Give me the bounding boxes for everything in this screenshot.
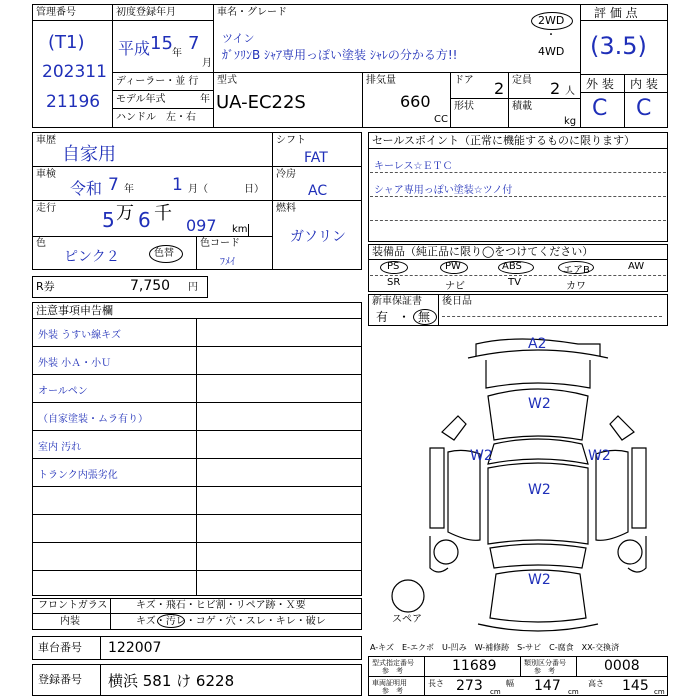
warranty-label: 新車保証書	[372, 296, 422, 307]
first-reg-year: 15	[150, 33, 173, 54]
mark-right: W2	[588, 448, 611, 464]
reibo-label: 冷房	[276, 169, 296, 180]
shomei-sanko: 参 考	[382, 687, 403, 695]
first-reg-nen: 年	[172, 48, 182, 59]
front-glass-label: フロントガラス	[38, 600, 108, 611]
naiso-label: 内 装	[630, 77, 658, 91]
damage-legend: A-キズ E-エクボ U-凹み W-補修跡 S-サビ C-腐食 XX-交換済	[370, 643, 620, 652]
km-label: km	[232, 224, 248, 235]
note-4: （自家塗装・ムラ有り）	[38, 414, 148, 425]
keijo-label: 形状	[454, 101, 474, 112]
interior-grade: C	[636, 96, 652, 121]
grade-line-1: ツイン	[222, 32, 255, 45]
width-cm: cm	[568, 688, 579, 696]
note-2: 外装 小Ａ・小Ｕ	[38, 358, 112, 369]
mileage-man: 5	[102, 208, 115, 232]
sales-point-2: シャア専用っぽい塗装☆ツノ付	[374, 185, 513, 196]
first-reg-tsuki: 月	[202, 58, 212, 69]
mileage-sen: 6	[138, 208, 151, 232]
ruibetsu-label: 類別区分番号	[524, 659, 566, 667]
mark-center: W2	[528, 482, 551, 498]
length-value: 273	[456, 678, 483, 694]
shift-label: シフト	[276, 135, 306, 146]
equip-navi: ナビ	[445, 281, 465, 292]
color-change: 色替	[154, 248, 174, 259]
equip-tv: TV	[508, 277, 521, 288]
note-3: オールペン	[38, 386, 88, 397]
kg-label: kg	[564, 116, 577, 127]
shaken-month: 1	[172, 175, 183, 195]
note-1: 外装 うすい線キズ	[38, 330, 121, 341]
notes-label: 注意事項申告欄	[36, 304, 113, 317]
color-code-value: ﾌﾒｲ	[220, 257, 235, 268]
equip-abs: ABS	[502, 261, 522, 272]
hikibi-label: 後日品	[442, 296, 472, 307]
height-label: 高さ	[588, 679, 604, 688]
plate-label: 登録番号	[38, 673, 82, 686]
spare-label: スペア	[392, 614, 422, 625]
note-5: 室内 汚れ	[38, 442, 82, 453]
kanri-number-1: 202311	[42, 62, 107, 82]
shodo-label: 初度登録年月	[116, 7, 176, 18]
kanri-label: 管理番号	[36, 7, 76, 18]
sales-point-label: セールスポイント（正常に機能するものに限ります）	[372, 134, 636, 147]
shift-value: FAT	[304, 150, 328, 166]
first-reg-month: 7	[188, 33, 200, 54]
yen-label: 円	[188, 282, 198, 293]
drive-2wd: 2WD	[538, 14, 565, 27]
length-cm: cm	[490, 688, 501, 696]
shareki-label: 車歴	[36, 135, 56, 146]
score-value: (3.5)	[590, 32, 647, 60]
warranty-ari: 有	[376, 310, 389, 324]
interior-label: 内装	[60, 616, 80, 627]
gaiso-label: 外 装	[586, 77, 614, 91]
glass-options: キズ・飛石・ヒビ割・リペア跡・Ｘ要	[136, 600, 306, 611]
length-label: 長さ	[428, 679, 444, 688]
equip-sr: SR	[387, 277, 401, 288]
note-6: トランク内張劣化	[38, 470, 118, 481]
shamei-label: 車名・グレード	[217, 7, 287, 18]
katashiki-label: 型式	[217, 75, 237, 86]
color-code-label: 色コード	[200, 238, 240, 249]
recycle-value: 7,750	[130, 278, 171, 294]
nenryo-label: 燃料	[276, 203, 296, 214]
haikiryo-label: 排気量	[366, 75, 396, 86]
sales-point-1: キーレス☆ＥＴＣ	[374, 161, 453, 172]
recycle-box	[32, 276, 208, 298]
mileage-sen-unit: 千	[154, 203, 172, 224]
hyoka-label: 評 価 点	[594, 6, 638, 20]
iro-label: 色	[36, 238, 46, 249]
chassis-value: 122007	[108, 640, 162, 656]
drive-sep: ・	[546, 30, 556, 41]
mileage-rest: 097	[186, 216, 217, 235]
mileage-man-unit: 万	[116, 203, 134, 224]
sekisai-label: 積載	[512, 101, 532, 112]
r-ken-label: R券	[36, 280, 55, 293]
shomei-label: 車両証明用	[372, 679, 407, 687]
warranty-nashi: 無	[418, 310, 431, 324]
shaken-era: 令和	[70, 179, 103, 198]
grade-line-2: ｶﾞｿﾘﾝB ｼｬｱ専用っぽい塗装 ｼｬﾚの分かる方!!	[222, 48, 458, 62]
color-value: ピンク２	[64, 249, 120, 265]
shaken-year: 7	[108, 175, 119, 195]
width-label: 幅	[506, 679, 514, 688]
kata-shitei-sanko: 参 考	[382, 667, 403, 675]
doors: 2	[494, 79, 505, 98]
exterior-grade: C	[592, 96, 608, 121]
shaken-nen: 年	[124, 184, 134, 195]
teiin-label: 定員	[512, 75, 532, 86]
equip-pw: PW	[445, 261, 461, 272]
ruibetsu-sanko: 参 考	[534, 667, 555, 675]
handle-label: ハンドル 左・右	[116, 112, 196, 123]
first-reg-era: 平成	[118, 39, 151, 58]
kata-shitei-value: 11689	[452, 658, 497, 674]
car-diagram	[368, 328, 668, 638]
capacity: 2	[550, 79, 561, 98]
model-year-nen: 年	[200, 94, 210, 105]
drive-4wd: 4WD	[538, 45, 565, 58]
nin-label: 人	[565, 86, 575, 97]
shaken-hi: 日）	[244, 184, 264, 195]
model-year-label: モデル年式	[116, 94, 166, 105]
ac-value: AC	[308, 183, 328, 199]
model-code: UA-EC22S	[216, 92, 306, 113]
plate-value: 横浜 581 け 6228	[108, 672, 235, 690]
mark-front: A2	[528, 336, 547, 352]
kanri-prefix: (T1)	[48, 32, 85, 53]
door-label: ドア	[454, 75, 474, 86]
shaken-label: 車検	[36, 169, 56, 180]
interior-options: キズ・汚レ・コゲ・穴・スレ・キレ・破レ	[136, 616, 326, 627]
equip-airbag: エアB	[563, 265, 590, 276]
equip-ps: PS	[387, 261, 400, 272]
height-value: 145	[622, 678, 649, 694]
chassis-label: 車台番号	[38, 641, 82, 654]
equip-aw: AW	[628, 261, 645, 272]
dealer-label: ディーラー・並 行	[116, 76, 199, 87]
mark-roof-front: W2	[528, 396, 551, 412]
fuel-value: ガソリン	[290, 229, 346, 245]
shaken-tsuki: 月（	[188, 184, 208, 195]
soko-label: 走行	[36, 203, 56, 214]
dirt-circle	[157, 614, 185, 628]
ruibetsu-value: 0008	[604, 658, 640, 674]
displacement: 660	[400, 92, 431, 111]
shareki-value: 自家用	[62, 144, 116, 165]
cc-label: CC	[434, 114, 448, 125]
mark-left: W2	[470, 448, 493, 464]
height-cm: cm	[654, 688, 665, 696]
mark-rear: W2	[528, 572, 551, 588]
kata-shitei-label: 型式指定番号	[372, 659, 414, 667]
width-value: 147	[534, 678, 561, 694]
equip-leather: カワ	[566, 281, 586, 292]
kanri-number-2: 21196	[46, 92, 101, 112]
equipment-label: 装備品（純正品に限り◯をつけてください）	[372, 245, 594, 258]
warranty-sep: ・	[398, 310, 411, 324]
